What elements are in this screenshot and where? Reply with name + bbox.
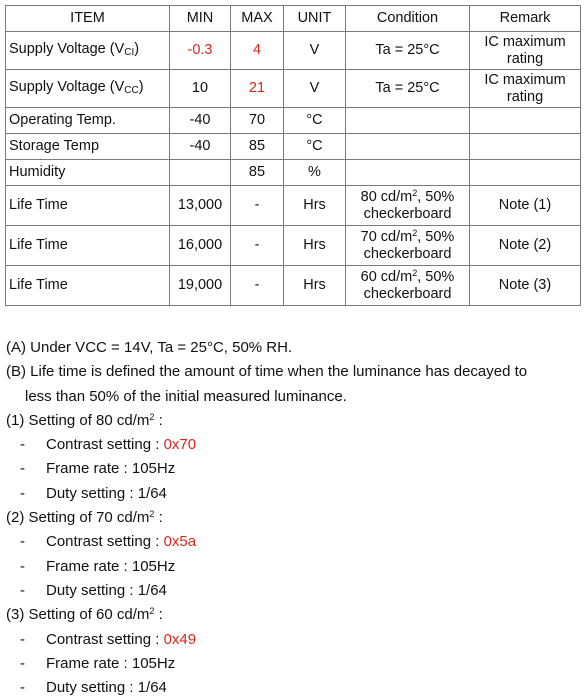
- setting-item: [6, 555, 581, 579]
- cell-item: Life Time: [6, 266, 170, 306]
- cell-min: 19,000: [170, 266, 231, 306]
- condition-superscript: 2: [412, 267, 418, 278]
- note-a: (A) Under VCC = 14V, Ta = 25°C, 50% RH.: [6, 339, 293, 356]
- cell-unit: V: [284, 32, 346, 70]
- cell-min: [170, 160, 231, 186]
- cell-remark: [470, 134, 581, 160]
- setting-superscript: 2: [149, 509, 155, 520]
- item-subscript: CC: [124, 84, 139, 96]
- duty-setting-text: Duty setting : 1/64: [46, 484, 167, 502]
- cell-condition: Ta = 25°C: [346, 70, 470, 108]
- contrast-value: 0x70: [163, 436, 197, 454]
- setting-item: [6, 457, 581, 481]
- condition-rest: , 50%: [417, 228, 455, 245]
- setting-heading-text: (2) Setting of 70 cd/m: [6, 509, 150, 527]
- header-remark: Remark: [470, 6, 581, 32]
- item-close: ): [138, 78, 144, 95]
- cell-unit: Hrs: [284, 186, 346, 226]
- header-unit: UNIT: [284, 6, 346, 32]
- bullet-dash: -: [20, 630, 25, 648]
- bullet-dash: -: [20, 557, 25, 575]
- condition-text: 60 cd/m: [360, 268, 413, 285]
- setting-heading-text: (1) Setting of 80 cd/m: [6, 411, 150, 429]
- table-row: [6, 70, 581, 108]
- cell-max: 85: [231, 160, 284, 186]
- cell-unit: °C: [284, 134, 346, 160]
- setting-heading-text: (3) Setting of 60 cd/m: [6, 606, 150, 624]
- table-row: [6, 32, 581, 70]
- cell-unit: Hrs: [284, 266, 346, 306]
- item-subscript: CI: [124, 46, 135, 58]
- setting-item: [6, 530, 581, 554]
- table-row: [6, 226, 581, 266]
- table-row: [6, 160, 581, 186]
- setting-heading: [6, 409, 581, 433]
- cell-min: 13,000: [170, 186, 231, 226]
- bullet-dash: -: [20, 581, 25, 599]
- cell-max: -: [231, 226, 284, 266]
- setting-item: [6, 579, 581, 603]
- table-row: [6, 186, 581, 226]
- cell-condition: [346, 108, 470, 134]
- cell-max: 4: [231, 32, 284, 70]
- cell-remark: [470, 108, 581, 134]
- cell-condition: [346, 186, 470, 226]
- table-header-row: [6, 6, 581, 32]
- setting-colon: :: [154, 411, 163, 429]
- table-row: [6, 266, 581, 306]
- setting-superscript: 2: [149, 606, 155, 617]
- cell-condition: Ta = 25°C: [346, 32, 470, 70]
- duty-setting-text: Duty setting : 1/64: [46, 581, 167, 599]
- header-item: ITEM: [6, 6, 170, 32]
- cell-unit: %: [284, 160, 346, 186]
- duty-setting-text: Duty setting : 1/64: [46, 679, 167, 697]
- cell-max: -: [231, 186, 284, 226]
- cell-max: 21: [231, 70, 284, 108]
- note-b-line2: less than 50% of the initial measured luminance.: [25, 387, 347, 405]
- condition-rest: , 50%: [417, 188, 455, 205]
- cell-condition: [346, 134, 470, 160]
- cell-remark: IC maximum rating: [470, 32, 581, 70]
- item-text: Supply Voltage (V: [9, 78, 125, 95]
- header-min: MIN: [170, 6, 231, 32]
- cell-min: -40: [170, 134, 231, 160]
- cell-min: 16,000: [170, 226, 231, 266]
- contrast-value: 0x5a: [163, 533, 197, 551]
- cell-condition: [346, 226, 470, 266]
- cell-min: -0.3: [170, 32, 231, 70]
- cell-remark: IC maximum rating: [470, 70, 581, 108]
- cell-min: 10: [170, 70, 231, 108]
- setting-superscript: 2: [149, 411, 155, 422]
- condition-line2: checkerboard: [363, 205, 452, 222]
- cell-remark: Note (1): [470, 186, 581, 226]
- cell-max: 85: [231, 134, 284, 160]
- contrast-value: 0x49: [163, 630, 197, 648]
- table-row: [6, 108, 581, 134]
- bullet-dash: -: [20, 654, 25, 672]
- cell-min: -40: [170, 108, 231, 134]
- setting-item: [6, 652, 581, 676]
- setting-colon: :: [154, 606, 163, 624]
- condition-superscript: 2: [412, 187, 418, 198]
- cell-condition: [346, 160, 470, 186]
- bullet-dash: -: [20, 484, 25, 502]
- cell-item: [6, 70, 170, 108]
- bullet-dash: -: [20, 533, 25, 551]
- cell-remark: Note (2): [470, 226, 581, 266]
- cell-condition: [346, 266, 470, 306]
- note-b-line1: (B) Life time is defined the amount of time when the luminance has decayed to: [6, 363, 528, 381]
- condition-text: 80 cd/m: [360, 188, 413, 205]
- setting-item: [6, 433, 581, 457]
- setting-heading: [6, 506, 581, 530]
- frame-rate-text: Frame rate : 105Hz: [46, 460, 176, 478]
- contrast-label: Contrast setting :: [46, 630, 164, 648]
- item-close: ): [134, 40, 140, 57]
- cell-item: [6, 32, 170, 70]
- cell-unit: °C: [284, 108, 346, 134]
- bullet-dash: -: [20, 436, 25, 454]
- table-row: [6, 134, 581, 160]
- cell-item: Life Time: [6, 226, 170, 266]
- cell-item: Operating Temp.: [6, 108, 170, 134]
- cell-item: Humidity: [6, 160, 170, 186]
- notes-section: [6, 336, 581, 700]
- bullet-dash: -: [20, 460, 25, 478]
- bullet-dash: -: [20, 679, 25, 697]
- setting-item: [6, 676, 581, 700]
- cell-max: -: [231, 266, 284, 306]
- contrast-label: Contrast setting :: [46, 533, 164, 551]
- cell-item: Life Time: [6, 186, 170, 226]
- setting-colon: :: [154, 509, 163, 527]
- cell-unit: V: [284, 70, 346, 108]
- condition-rest: , 50%: [417, 268, 455, 285]
- absolute-ratings-table: [5, 5, 581, 306]
- header-condition: Condition: [346, 6, 470, 32]
- setting-item: [6, 482, 581, 506]
- condition-superscript: 2: [412, 227, 418, 238]
- frame-rate-text: Frame rate : 105Hz: [46, 654, 176, 672]
- cell-unit: Hrs: [284, 226, 346, 266]
- condition-line2: checkerboard: [363, 285, 452, 302]
- frame-rate-text: Frame rate : 105Hz: [46, 557, 176, 575]
- cell-max: 70: [231, 108, 284, 134]
- cell-remark: [470, 160, 581, 186]
- setting-heading: [6, 603, 581, 627]
- condition-text: 70 cd/m: [360, 228, 413, 245]
- contrast-label: Contrast setting :: [46, 436, 164, 454]
- cell-item: Storage Temp: [6, 134, 170, 160]
- condition-line2: checkerboard: [363, 245, 452, 262]
- item-text: Supply Voltage (V: [9, 40, 125, 57]
- header-max: MAX: [231, 6, 284, 32]
- cell-remark: Note (3): [470, 266, 581, 306]
- setting-item: [6, 628, 581, 652]
